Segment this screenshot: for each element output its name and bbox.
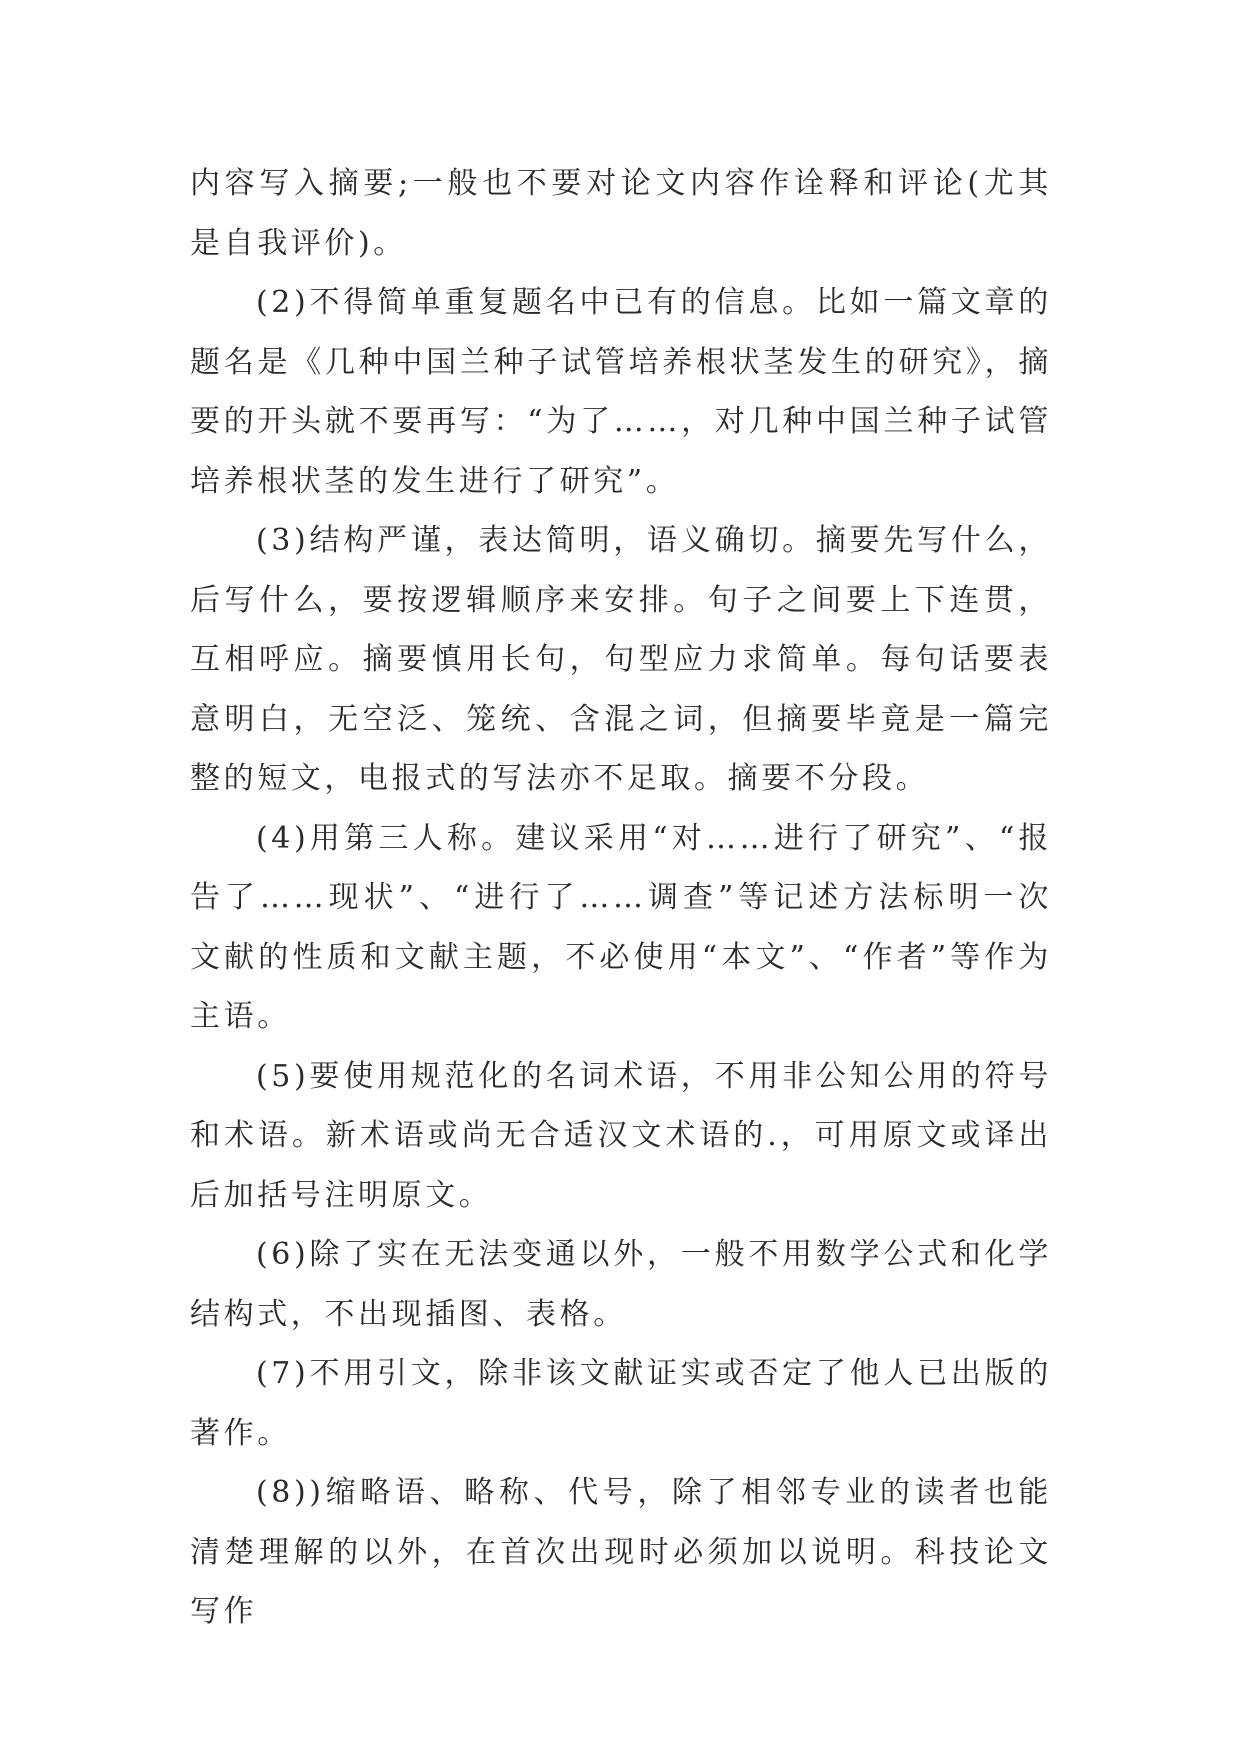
paragraph-item-6: (6)除了实在无法变通以外，一般不用数学公式和化学结构式，不出现插图、表格。 [190, 1237, 1052, 1332]
paragraph-item-5: (5)要使用规范化的名词术语，不用非公知公用的符号和术语。新术语或尚无合适汉文术语的.，可用原文或译出后加括号注明原文。 [190, 1058, 1052, 1213]
paragraph-item-8: (8))缩略语、略称、代号，除了相邻专业的读者也能清楚理解的以外，在首次出现时必须加以说明。科技论文写作 [190, 1475, 1052, 1629]
paragraph-item-4: (4)用第三人称。建议采用“对……进行了研究”、“报告了……现状”、“进行了……调查”等记述方法标明一次文献的性质和文献主题，不必使用“本文”、“作者”等作为主语。 [190, 820, 1052, 1034]
paragraph-item-3: (3)结构严谨，表达简明，语义确切。摘要先写什么，后写什么，要按逻辑顺序来安排。句子之间要上下连贯，互相呼应。摘要慎用长句，句型应力求简单。每句话要表意明白，无空泛、笼统、含混之词，但摘要毕竟是一篇完整的短文，电报式的写法亦不足取。摘要不分段。 [190, 523, 1052, 796]
paragraph-item-7: (7)不用引文，除非该文献证实或否定了他人已出版的著作。 [190, 1356, 1052, 1451]
paragraph-item-2: (2)不得简单重复题名中已有的信息。比如一篇文章的题名是《几种中国兰种子试管培养根状茎发生的研究》，摘要的开头就不要再写：“为了……，对几种中国兰种子试管培养根状茎的发生进行了研究”。 [190, 285, 1052, 499]
document-body [190, 154, 1052, 1642]
paragraph-continuation: 内容写入摘要;一般也不要对论文内容作诠释和评论(尤其是自我评价)。 [190, 166, 1052, 261]
